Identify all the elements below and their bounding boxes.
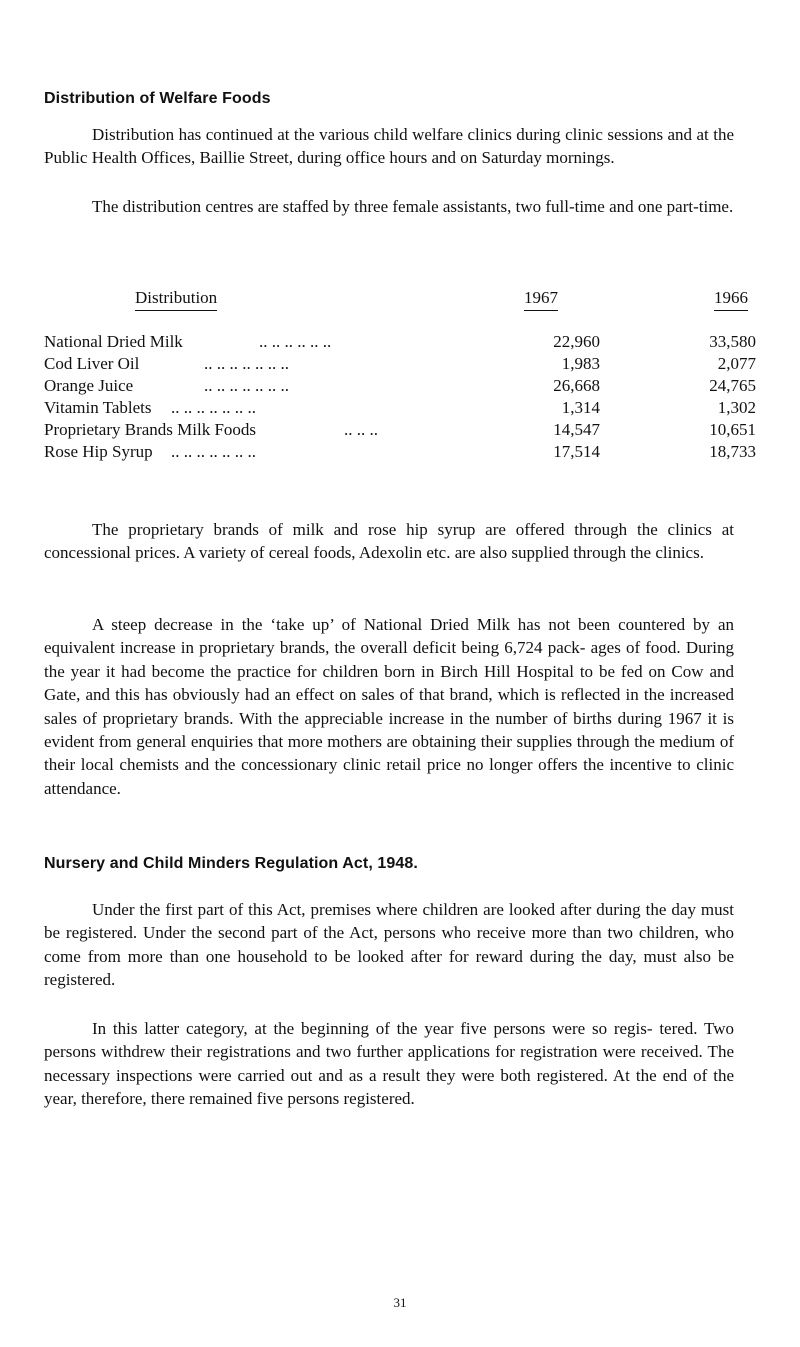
row-leader-dots: .. .. .. bbox=[344, 420, 378, 439]
row-label: Cod Liver Oil bbox=[44, 354, 140, 373]
row-value-1967: 14,547 bbox=[553, 420, 600, 439]
table-row bbox=[44, 354, 756, 376]
paragraph-proprietary-brands bbox=[44, 518, 734, 565]
row-value-1967: 26,668 bbox=[553, 376, 600, 395]
row-leader-dots: .. .. .. .. .. .. .. bbox=[171, 442, 256, 461]
page-number: 31 bbox=[393, 1295, 407, 1310]
row-value-1966: 33,580 bbox=[709, 332, 756, 351]
row-leader-dots: .. .. .. .. .. .. bbox=[259, 332, 332, 351]
row-label: Orange Juice bbox=[44, 376, 134, 395]
table-row bbox=[44, 398, 756, 420]
paragraph-text: The distribution centres are staffed by three female assistants, two full-time and one part-time. bbox=[92, 197, 734, 216]
section-heading-nursery-act: Nursery and Child Minders Regulation Act, 1948. bbox=[44, 855, 418, 872]
row-value-1967: 22,960 bbox=[553, 332, 600, 351]
paragraph-text: The proprietary brands of milk and rose hip syrup are offered through the clinics at concessional prices. A variety of cereal foods, Adexolin etc. are also supplied through the clinics. bbox=[44, 520, 734, 563]
row-value-1966: 18,733 bbox=[709, 442, 756, 461]
row-label: Vitamin Tablets bbox=[44, 398, 152, 417]
paragraph-dried-milk-decrease bbox=[44, 613, 734, 800]
row-value-1967: 1,314 bbox=[561, 398, 600, 417]
paragraph-text: A steep decrease in the ‘take up’ of National Dried Milk has not been countered by an equivalent increase in proprietary brands, the overall deficit being 6,724 pack- ages of food. During the year it had become the practice for children born in Birch Hill Hospital to be fed on Cow and Gate, and this has obviously had an effect on sales of that brand, which is reflected in the increased sales of proprietary brands. With the appreciable increase in the number of births during 1967 it is evident from general enquiries that more mothers are obtaining their supplies through the medium of their local chemists and the concessionary clinic retail price no longer offers the incentive to clinic attendance. bbox=[44, 615, 734, 798]
paragraph-distribution bbox=[44, 123, 734, 170]
table-header-distribution bbox=[135, 288, 217, 310]
table-row bbox=[44, 442, 756, 464]
table-row bbox=[44, 376, 756, 398]
row-label: Rose Hip Syrup bbox=[44, 442, 153, 461]
column-header-1966: 1966 bbox=[714, 288, 748, 311]
row-label: Proprietary Brands Milk Foods bbox=[44, 420, 257, 439]
paragraph-text: Distribution has continued at the various child welfare clinics during clinic sessions and at the Public Health Offices, Baillie Street, during office hours and on Saturday mornings. bbox=[44, 125, 734, 168]
table-header-1966 bbox=[714, 288, 748, 310]
table-row bbox=[44, 332, 756, 354]
row-value-1967: 17,514 bbox=[553, 442, 600, 461]
table-row bbox=[44, 420, 756, 442]
paragraph-registrations bbox=[44, 1017, 734, 1111]
row-leader-dots: .. .. .. .. .. .. .. bbox=[171, 398, 256, 417]
table-header-1967 bbox=[524, 288, 558, 310]
row-label: National Dried Milk bbox=[44, 332, 183, 351]
section-heading-welfare-foods: Distribution of Welfare Foods bbox=[44, 90, 271, 107]
row-value-1966: 1,302 bbox=[717, 398, 756, 417]
paragraph-staffing bbox=[44, 195, 734, 218]
column-header-1967: 1967 bbox=[524, 288, 558, 311]
paragraph-text: Under the first part of this Act, premises where children are looked after during the day must be registered. Under the second part of the Act, persons who receive more than two children, who come from more than one household to be looked after for reward during the day, must also be registered. bbox=[44, 900, 734, 990]
row-leader-dots: .. .. .. .. .. .. .. bbox=[204, 376, 289, 395]
paragraph-text: In this latter category, at the beginning of the year five persons were so regis- tered. Two persons withdrew their registrations and two further applications for registration were received. The necessary inspections were carried out and as a result they were both registered. At the end of the year, therefore, there remained five persons registered. bbox=[44, 1019, 734, 1109]
row-value-1966: 24,765 bbox=[709, 376, 756, 395]
row-value-1966: 10,651 bbox=[709, 420, 756, 439]
paragraph-act-parts bbox=[44, 898, 734, 992]
row-value-1967: 1,983 bbox=[561, 354, 600, 373]
row-value-1966: 2,077 bbox=[717, 354, 756, 373]
column-header-item: Distribution bbox=[135, 288, 217, 311]
row-leader-dots: .. .. .. .. .. .. .. bbox=[204, 354, 289, 373]
